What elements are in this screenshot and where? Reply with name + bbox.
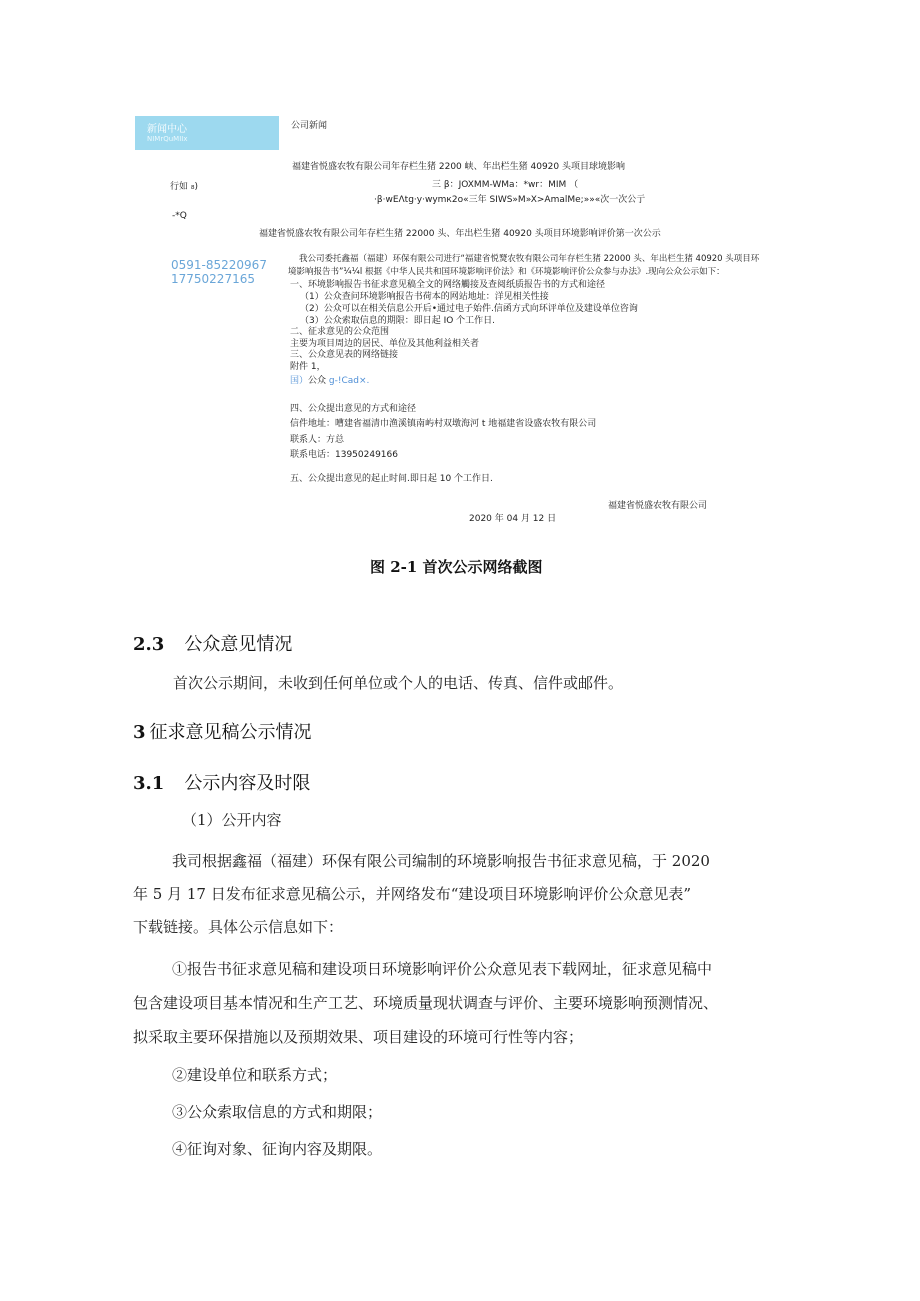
notice-item-1: 一、环境影响报告书征求意见稿全文的网络觸接及查阅纸质报告书的方式和途径 (290, 280, 606, 290)
banner-subtitle: NIMrQuMIIx (147, 135, 188, 143)
contact-address: 信件地址：嘈建省福清巾渔溪镇南屿村双墩海河 t 地福建省设盛农牧有限公司 (290, 419, 597, 429)
section-title: 征求意见稿公示情况 (149, 722, 312, 743)
nav-company-news[interactable]: 公司新闻 (291, 121, 328, 131)
attachment-file-icon: 国） (290, 376, 309, 386)
list-item-1-line-2: 包含建设项目基本情况和生产工艺、环境质量现状调查与评价、主要环境影响预测情况、 (133, 994, 719, 1012)
paragraph-3-1-line-3: 下载链接。具体公示信息如下： (133, 918, 344, 936)
notice-title: 福建省悦盛农牧有限公司年存栏生猪 22000 头、年出栏生猪 40920 头项目环境影响评价第一次公示 (259, 229, 661, 239)
contact-phone: 联系电话：13950249166 (290, 450, 398, 460)
paragraph-3-1-line-2: 年 5 月 17 日发布征求意见稿公示，并网络发布“建设项目环境影响评价公众意见表” (133, 885, 692, 903)
notice-item-2-text: 主要为项目周边的居民、单位及其他利益相关者 (290, 339, 480, 349)
notice-item-5: 五、公众提出意见的起止时间.即日起 10 个工作日. (290, 474, 493, 484)
subheading-public-content: （1）公开内容 (182, 811, 282, 829)
notice-item-1-3: （3）公众索取信息的期限：即日起 IO 个工作日. (300, 316, 496, 326)
garbled-line-2: 三 β：JOXMM-WMa：*wr：MIM （ (432, 180, 579, 190)
paragraph-2-3: 首次公示期间，未收到任何单位或个人的电话、传真、信件或邮件。 (173, 674, 624, 692)
list-item-4: ④征询对象、征询内容及期限。 (172, 1140, 383, 1158)
attachment-prefix: 公众 (308, 376, 327, 386)
notice-signature: 福建省悦盛农牧有限公司 (608, 501, 708, 511)
section-number: 2.3 (133, 634, 165, 655)
notice-item-3: 三、公众意见表的网络链接 (290, 350, 399, 360)
sidebar-phone-1: 0591-85220967 (171, 258, 267, 272)
section-title: 公示内容及时限 (184, 773, 311, 794)
notice-item-2: 二、征求意见的公众范围 (290, 327, 390, 337)
notice-date: 2020 年 04 月 12 日 (469, 514, 557, 524)
garbled-line-1: 行如 ₈) (170, 182, 198, 192)
notice-item-4: 四、公众提出意见的方式和途径 (290, 404, 417, 414)
notice-item-1-1: （1）公众查问环境影响报告书荷本的网站地址：洋见相关性接 (300, 292, 549, 302)
notice-paragraph-line-1: 我公司委托鑫福（福建）环保有限公司进行“福建省悦燹农牧有限公司年存栏生猪 22000 头、年出栏生猪 40920 头项目环 (299, 254, 760, 264)
notice-item-1-2: （2）公众可以在相关信息公开后•通过电子始件.信函方式向环评单位及建设单位咨询 (300, 304, 638, 314)
notice-paragraph-line-2: 境影响报告书”¼¼l 根据《中华人民共和国环境影响评价法》和《环境影响评价公众参与办法》.现向公众公示如下： (288, 267, 725, 277)
section-heading-2-3 (133, 630, 292, 656)
list-item-2: ②建设单位和联系方式； (172, 1066, 338, 1084)
figure-caption: 图 2-1 首次公示网络截图 (370, 558, 543, 576)
attachment-link[interactable]: g-!Cad×. (328, 376, 370, 386)
sidebar-phone-2: 17750227165 (171, 272, 255, 286)
list-item-1-line-3: 拟采取主要环保措施以及预期效果、项目建设的环境可行性等内容； (133, 1028, 584, 1046)
garbled-line-3: ·β·wEΛtg·y·wymк2o«三年 SIWS»M»X>AmalMe;»»«次一次公亍 (374, 195, 646, 205)
garbled-line-4: -*Q (172, 211, 187, 221)
attachment-label: 附件 1， (290, 362, 326, 372)
section-number: 3.1 (133, 773, 165, 794)
list-item-3: ③公众索取信息的方式和期限； (172, 1103, 383, 1121)
article-title: 福建省悦盛农牧有限公司年存栏生猪 2200 峡、年出栏生猪 40920 头项目球境影响 (292, 162, 625, 172)
section-title: 公众意见情况 (184, 634, 293, 655)
contact-person: 联系人：方总 (290, 435, 345, 445)
section-heading-3-1 (133, 769, 310, 795)
banner-title: 新闻中心 (147, 124, 187, 135)
section-number: 3 (133, 722, 146, 743)
paragraph-3-1-line-1: 我司根据鑫福（福建）环保有限公司编制的环境影响报告书征求意见稿，于 2020 (172, 852, 710, 870)
attachment-row[interactable] (290, 377, 369, 386)
section-heading-3 (133, 718, 312, 744)
list-item-1-line-1: ①报告书征求意见稿和建设项日环境影响评价公众意见表下载网址，征求意见稿中 (172, 960, 713, 978)
news-center-banner (135, 116, 279, 150)
